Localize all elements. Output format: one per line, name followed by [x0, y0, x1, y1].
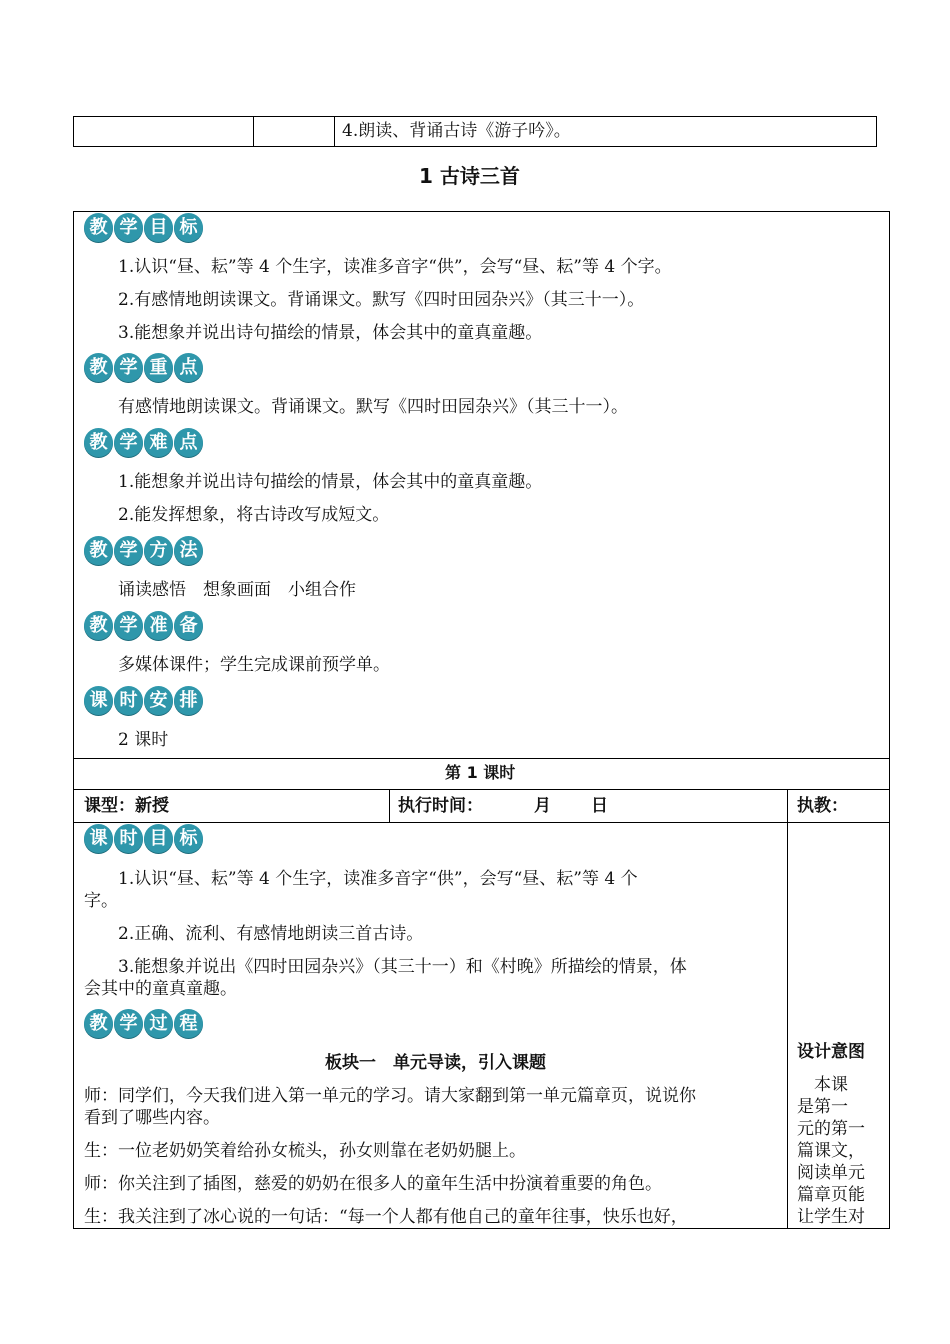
teaching-process-badge: 教 学 过 程	[84, 1009, 203, 1041]
teaching-goals-badge: 教 学 目 标	[84, 213, 203, 245]
lesson-type: 课型：新授	[84, 796, 169, 816]
day-label: 日	[591, 796, 608, 816]
period-goal-item: 字。	[84, 891, 118, 911]
dialogue-line: 生：我关注到了冰心说的一句话：“每一个人都有他自己的童年往事，快乐也好，	[84, 1207, 688, 1227]
page-title: 1 古诗三首	[419, 164, 520, 188]
block-title: 板块一 单元导读，引入课题	[325, 1053, 546, 1073]
top-table-cell: 4.朗读、背诵古诗《游子吟》。	[342, 121, 571, 141]
period-goals-badge: 课 时 目 标	[84, 824, 203, 856]
preparation-badge: 教 学 准 备	[84, 611, 203, 643]
method-badge: 教 学 方 法	[84, 536, 203, 568]
difficulty-item: 2.能发挥想象，将古诗改写成短文。	[118, 505, 390, 525]
design-intent-line: 是第一	[797, 1097, 848, 1117]
difficulty-item: 1.能想象并说出诗句描绘的情景，体会其中的童真童趣。	[118, 472, 543, 492]
difficulty-badge: 教 学 难 点	[84, 428, 203, 460]
period-goal-item: 1.认识“昼、耘”等 4 个生字，读准多音字“供”，会写“昼、耘”等 4 个	[118, 869, 638, 889]
design-intent-line: 本课	[797, 1075, 848, 1095]
execution-time-label: 执行时间：	[398, 796, 483, 816]
design-intent-line: 元的第一	[797, 1119, 865, 1139]
dialogue-line: 看到了哪些内容。	[84, 1108, 220, 1128]
key-points-text: 有感情地朗读课文。背诵课文。默写《四时田园杂兴》（其三十一）。	[118, 397, 628, 417]
teacher-label: 执教：	[797, 796, 848, 816]
goal-item: 3.能想象并说出诗句描绘的情景，体会其中的童真童趣。	[118, 323, 543, 343]
preparation-text: 多媒体课件；学生完成课前预学单。	[118, 655, 390, 675]
goal-item: 1.认识“昼、耘”等 4 个生字，读准多音字“供”，会写“昼、耘”等 4 个字。	[118, 257, 672, 277]
dialogue-line: 师：同学们，今天我们进入第一单元的学习。请大家翻到第一单元篇章页，说说你	[84, 1086, 696, 1106]
period-goal-item: 2.正确、流利、有感情地朗读三首古诗。	[118, 924, 424, 944]
schedule-text: 2 课时	[118, 730, 169, 750]
method-text: 诵读感悟 想象画面 小组合作	[118, 580, 356, 600]
design-intent-line: 让学生对	[797, 1207, 865, 1227]
main-table-border	[73, 211, 890, 212]
design-intent-line: 阅读单元	[797, 1163, 865, 1183]
month-label: 月	[534, 796, 551, 816]
dialogue-line: 生：一位老奶奶笑着给孙女梳头，孙女则靠在老奶奶腿上。	[84, 1141, 526, 1161]
schedule-badge: 课 时 安 排	[84, 686, 203, 718]
goal-item: 2.有感情地朗读课文。背诵课文。默写《四时田园杂兴》（其三十一）。	[118, 290, 645, 310]
period-goal-item: 3.能想象并说出《四时田园杂兴》（其三十一）和《村晚》所描绘的情景，体	[118, 957, 687, 977]
key-points-badge: 教 学 重 点	[84, 353, 203, 385]
period-title: 第 1 课时	[445, 763, 516, 782]
period-goal-item: 会其中的童真童趣。	[84, 979, 237, 999]
design-intent-title: 设计意图	[797, 1042, 865, 1062]
design-intent-line: 篇课文，	[797, 1141, 865, 1161]
design-intent-line: 篇章页能	[797, 1185, 865, 1205]
dialogue-line: 师：你关注到了插图，慈爱的奶奶在很多人的童年生活中扮演着重要的角色。	[84, 1174, 662, 1194]
